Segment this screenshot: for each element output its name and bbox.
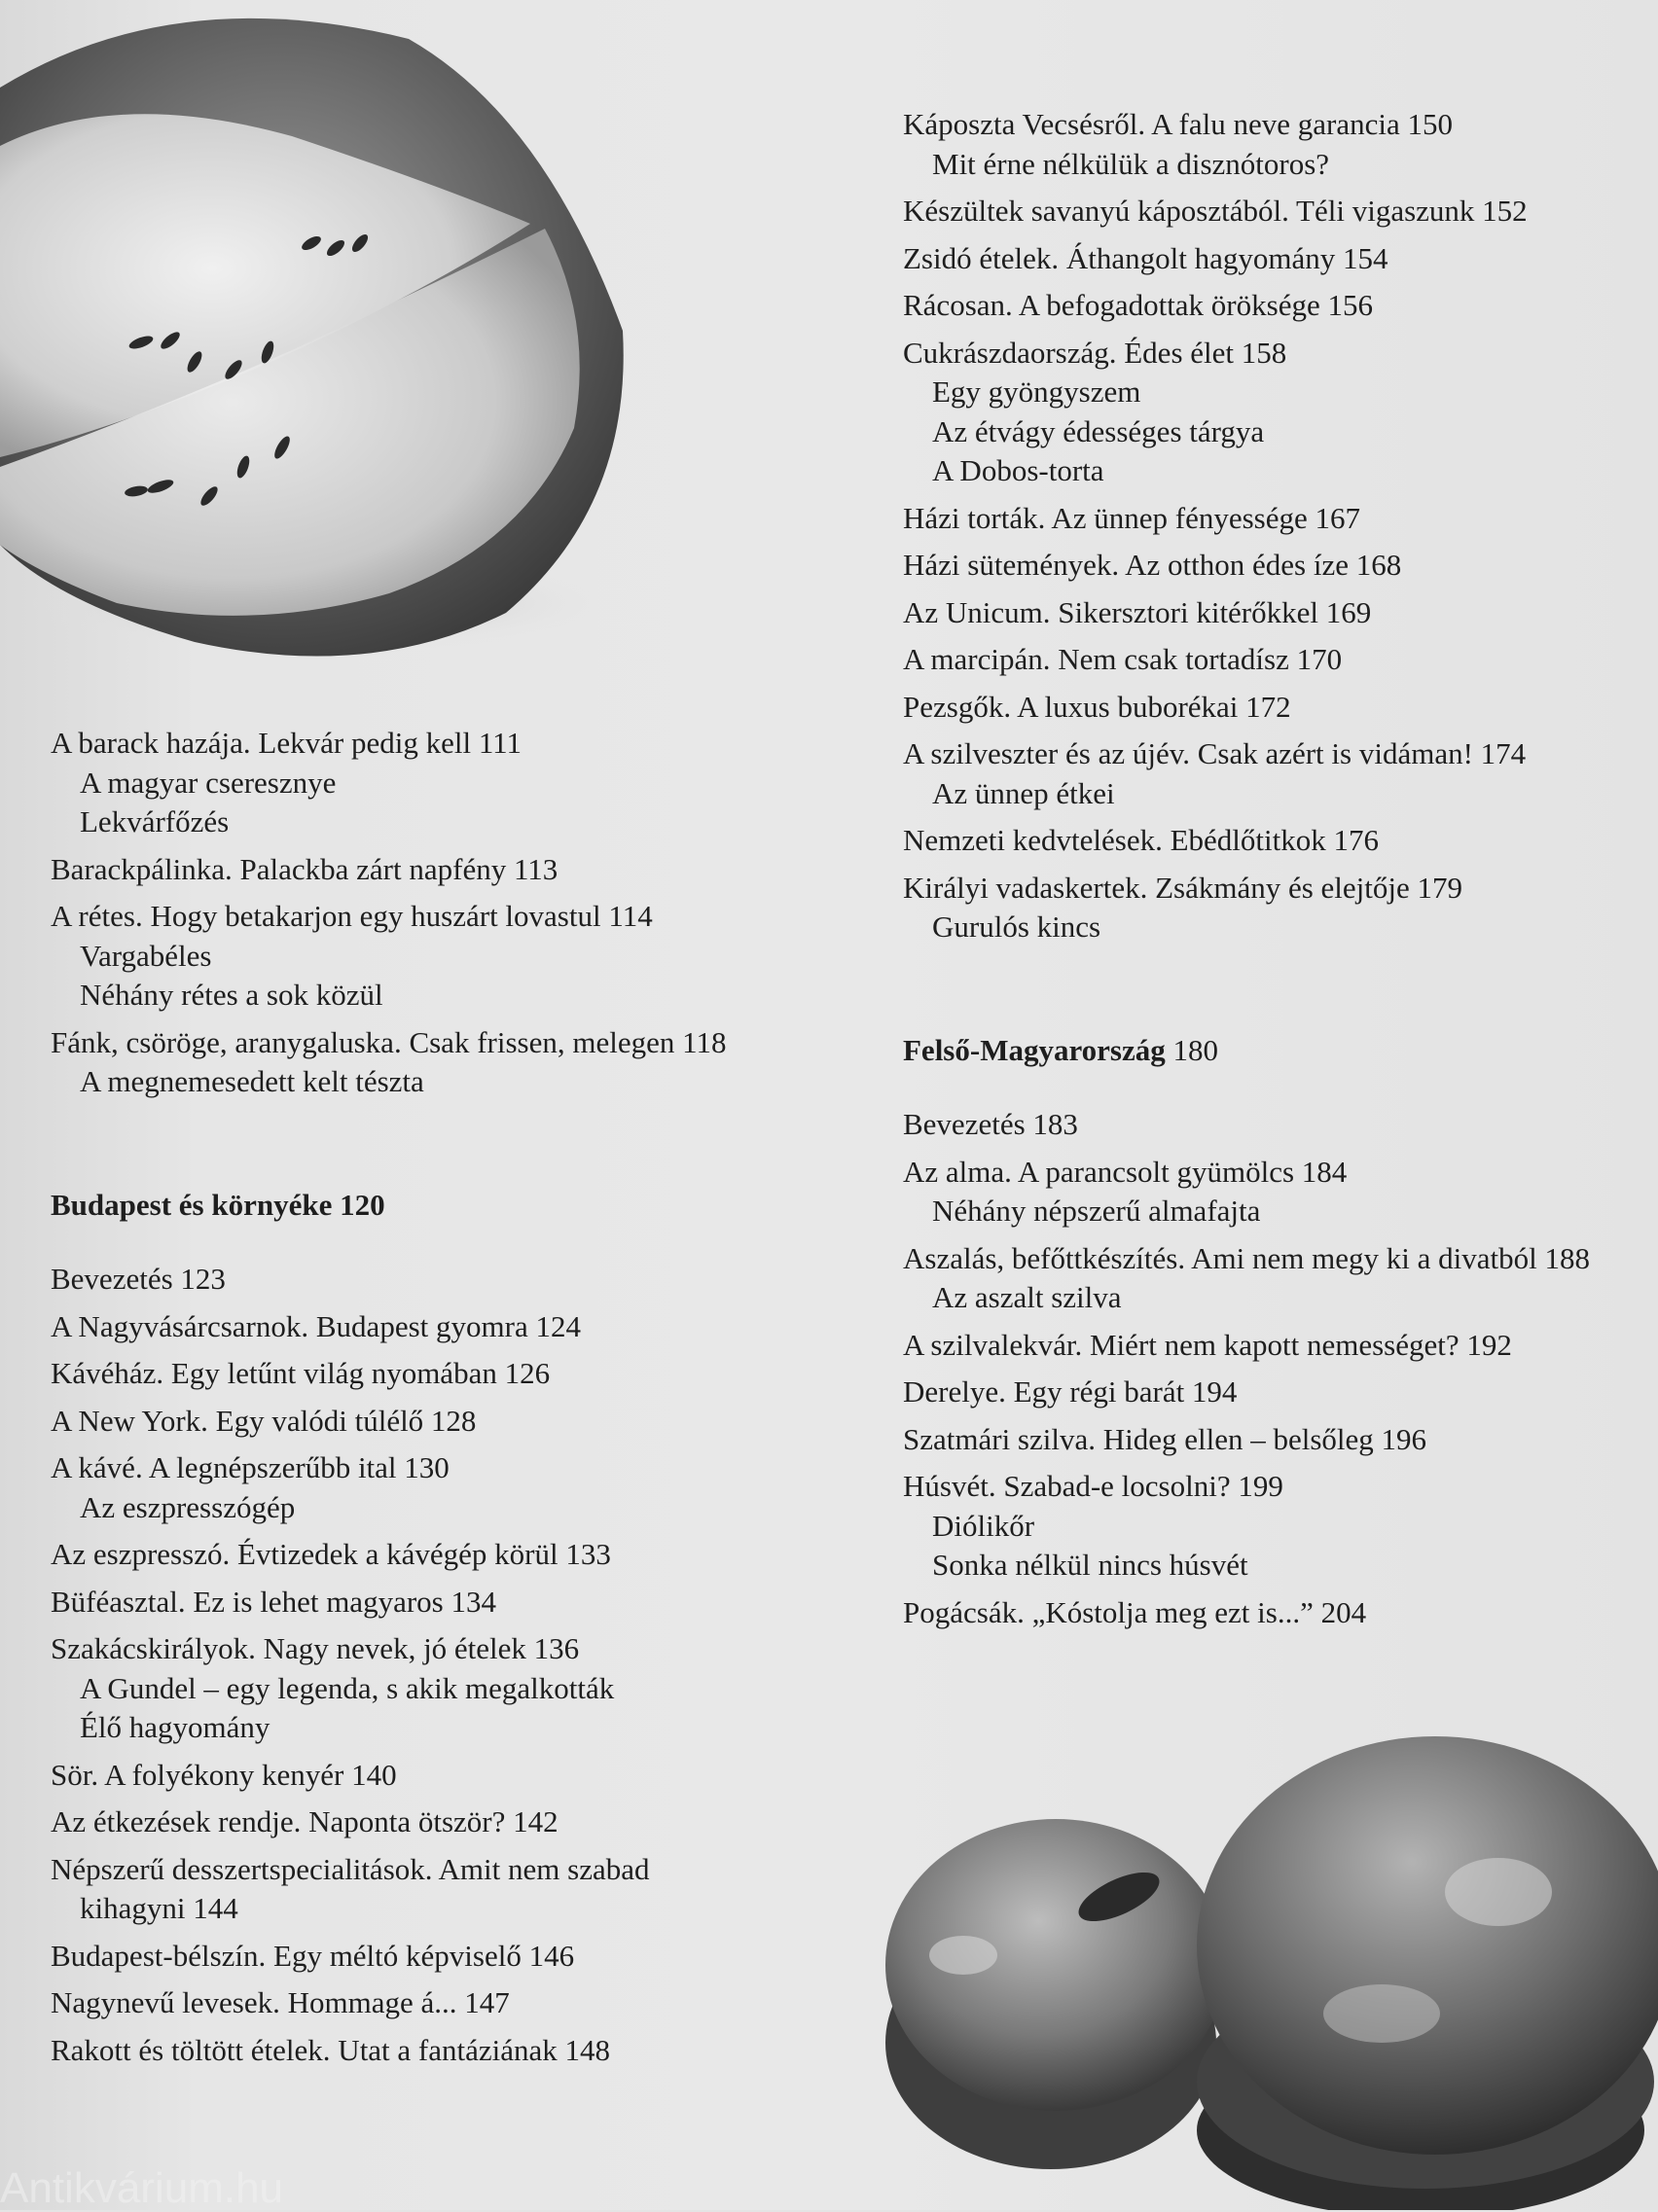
toc-subentry[interactable]: kihagyni 144 (80, 1891, 238, 1925)
toc-entry[interactable]: A kávé. A legnépszerűbb ital 130 (51, 1450, 450, 1484)
toc-subentry[interactable]: A magyar cseresznye (80, 765, 337, 800)
toc-subentry[interactable]: Egy gyöngyszem (932, 375, 1141, 409)
toc-entry[interactable]: Sör. A folyékony kenyér 140 (51, 1757, 397, 1792)
toc-entry[interactable]: A New York. Egy valódi túlélő 128 (51, 1403, 477, 1438)
section-heading-felso-magyarorszag[interactable] (903, 1031, 1642, 1071)
toc-entry[interactable]: Fánk, csöröge, aranygaluska. Csak frissen, melegen 118 (51, 1024, 727, 1059)
toc-entry[interactable]: Az eszpresszó. Évtizedek a kávégép körül 133 (51, 1537, 611, 1571)
toc-subentry[interactable]: Az aszalt szilva (932, 1280, 1122, 1314)
toc-entry[interactable]: A szilvalekvár. Miért nem kapott nemességet? 192 (903, 1327, 1512, 1362)
toc-subentry[interactable]: Élő hagyomány (80, 1710, 270, 1744)
section-heading-title: Felső-Magyarország (903, 1032, 1166, 1067)
toc-entry[interactable]: Aszalás, befőttkészítés. Ami nem megy ki a divatból 188 (903, 1240, 1590, 1275)
toc-entry[interactable]: Budapest-bélszín. Egy méltó képviselő 146 (51, 1938, 575, 1973)
toc-entry[interactable]: Barackpálinka. Palackba zárt napfény 113 (51, 851, 559, 886)
toc-entry[interactable]: Nemzeti kedvtelések. Ebédlőtitkok 176 (903, 823, 1379, 857)
toc-entry[interactable]: Házi sütemények. Az otthon édes íze 168 (903, 548, 1402, 582)
toc-subentry[interactable]: Lekvárfőzés (80, 804, 230, 838)
toc-entry[interactable]: Pezsgők. A luxus buborékai 172 (903, 689, 1291, 724)
section-heading-budapest[interactable]: Budapest és környéke 120 (51, 1187, 385, 1222)
toc-entry[interactable]: Rácosan. A befogadottak öröksége 156 (903, 288, 1373, 322)
toc-subentry[interactable]: Sonka nélkül nincs húsvét (932, 1548, 1248, 1582)
toc-entry[interactable]: Szakácskirályok. Nagy nevek, jó ételek 136 (51, 1631, 580, 1665)
toc-entry[interactable]: A marcipán. Nem csak tortadísz 170 (903, 642, 1343, 676)
toc-entry[interactable]: Pogácsák. „Kóstolja meg ezt is...” 204 (903, 1594, 1367, 1629)
toc-subentry[interactable]: A Gundel – egy legenda, s akik megalkották (80, 1670, 615, 1705)
toc-subentry[interactable]: A Dobos-torta (932, 453, 1104, 487)
toc-entry[interactable]: A Nagyvásárcsarnok. Budapest gyomra 124 (51, 1308, 581, 1343)
toc-entry[interactable]: Káposzta Vecsésről. A falu neve garancia 150 (903, 107, 1453, 141)
toc-subentry[interactable]: A megnemesedett kelt tészta (80, 1064, 424, 1098)
toc-subentry[interactable]: Gurulós kincs (932, 910, 1101, 944)
toc-entry[interactable]: Zsidó ételek. Áthangolt hagyomány 154 (903, 240, 1388, 275)
toc-entry[interactable]: Húsvét. Szabad-e locsolni? 199 (903, 1469, 1283, 1503)
toc-entry[interactable]: Szatmári szilva. Hideg ellen – belsőleg 196 (903, 1421, 1427, 1456)
toc-entry[interactable]: Cukrászdaország. Édes élet 158 (903, 335, 1287, 370)
toc-entry[interactable]: Házi torták. Az ünnep fényessége 167 (903, 500, 1361, 535)
toc-entry[interactable]: Bevezetés 183 (903, 1107, 1078, 1141)
toc-subentry[interactable]: Néhány népszerű almafajta (932, 1194, 1261, 1228)
toc-entry[interactable]: Népszerű desszertspecialitások. Amit nem szabad (51, 1851, 650, 1886)
section-heading-page: 180 (1165, 1032, 1218, 1067)
toc-entry[interactable]: Királyi vadaskertek. Zsákmány és elejtője 179 (903, 870, 1463, 905)
toc-entry[interactable]: A rétes. Hogy betakarjon egy huszárt lovastul 114 (51, 899, 653, 933)
melon-illustration (0, 0, 642, 681)
toc-subentry[interactable]: Néhány rétes a sok közül (80, 978, 383, 1012)
toc-entry[interactable]: Az Unicum. Sikersztori kitérőkkel 169 (903, 594, 1372, 629)
toc-entry[interactable]: Kávéház. Egy letűnt világ nyomában 126 (51, 1356, 551, 1390)
toc-subentry[interactable]: Az étvágy édességes tárgya (932, 413, 1265, 448)
toc-subentry[interactable]: Az ünnep étkei (932, 775, 1115, 810)
toc-entry[interactable]: Bevezetés 123 (51, 1262, 226, 1296)
toc-subentry[interactable]: Mit érne nélkülük a disznótoros? (932, 146, 1330, 181)
toc-entry[interactable]: A barack hazája. Lekvár pedig kell 111 (51, 726, 523, 760)
toc-right-column (903, 105, 1642, 1632)
toc-entry[interactable]: Derelye. Egy régi barát 194 (903, 1374, 1238, 1409)
toc-entry[interactable]: Az alma. A parancsolt gyümölcs 184 (903, 1154, 1348, 1189)
toc-left-column (51, 716, 868, 2070)
pastry-illustration (876, 1722, 1658, 2210)
toc-entry[interactable]: Nagynevű levesek. Hommage á... 147 (51, 1985, 510, 2019)
toc-entry[interactable]: Az étkezések rendje. Naponta ötször? 142 (51, 1804, 559, 1838)
toc-entry[interactable]: A szilveszter és az újév. Csak azért is vidáman! 174 (903, 736, 1527, 770)
watermark: Antikvárium.hu (0, 2164, 284, 2212)
toc-subentry[interactable]: Vargabéles (80, 938, 212, 973)
toc-entry[interactable]: Büféasztal. Ez is lehet magyaros 134 (51, 1584, 496, 1619)
toc-entry[interactable]: Rakott és töltött ételek. Utat a fantáziának 148 (51, 2032, 611, 2067)
toc-subentry[interactable]: Diólikőr (932, 1508, 1035, 1543)
toc-entry[interactable]: Készültek savanyú káposztából. Téli vigaszunk 152 (903, 194, 1528, 228)
toc-subentry[interactable]: Az eszpresszógép (80, 1489, 296, 1524)
